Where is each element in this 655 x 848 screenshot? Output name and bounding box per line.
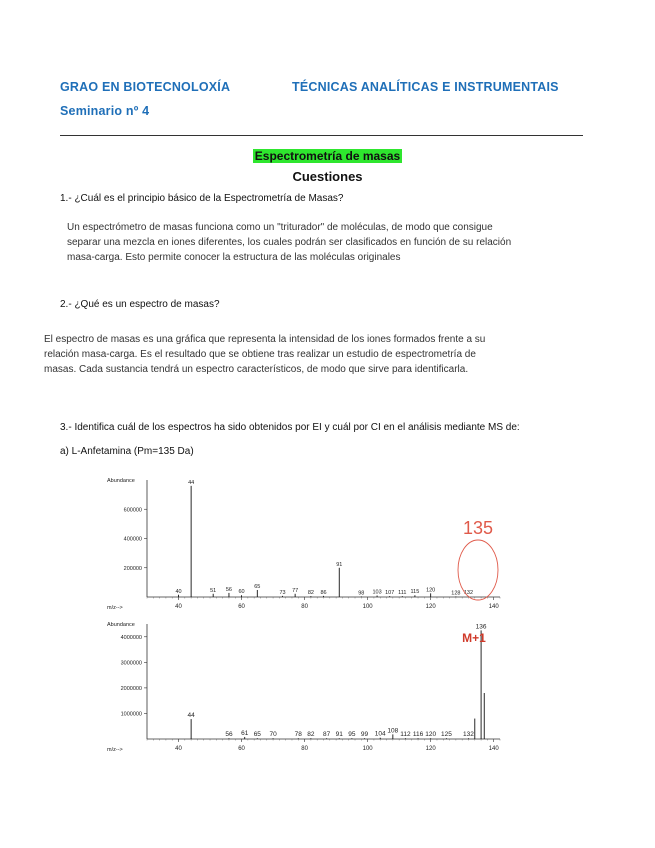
x-tick-label: 60 (238, 746, 245, 752)
peak-label: 65 (254, 583, 261, 590)
peak-label: 78 (294, 731, 302, 739)
peak-label: 95 (348, 731, 356, 739)
x-tick-label: 100 (362, 746, 373, 752)
y-tick-label: 2000000 (120, 685, 142, 692)
question-2: 2.- ¿Qué es un espectro de masas? (60, 299, 220, 310)
peak-label: 103 (372, 589, 382, 596)
y-tick-label: 3000000 (120, 660, 142, 667)
peak-label: 128 (451, 590, 461, 597)
peak-label: 61 (241, 729, 249, 737)
annotation-ellipse (458, 540, 498, 600)
peak-label: 91 (336, 561, 343, 568)
peak-label: 82 (307, 590, 314, 597)
y-axis-label: Abundance (107, 478, 135, 484)
header-left-title: GRAO EN BIOTECNOLOXÍA (60, 80, 231, 94)
peak-label: 112 (400, 731, 411, 739)
x-axis-label: m/z--> (107, 747, 123, 753)
peak-label: 104 (374, 730, 386, 738)
peak-label: 73 (279, 589, 286, 596)
spectra-figure (0, 470, 655, 770)
peak-label: 108 (387, 727, 399, 735)
answer-2 (44, 332, 485, 377)
ci-spectrum (107, 622, 500, 753)
seminar-number: Seminario nº 4 (60, 104, 150, 118)
peak-label: 56 (225, 586, 233, 593)
peak-label: 86 (320, 589, 327, 596)
peak-label: 98 (358, 590, 365, 597)
ei-spectrum (107, 478, 500, 611)
peak-label: 65 (253, 731, 261, 739)
annotation-m-plus-1: M+1 (462, 631, 486, 645)
x-tick-label: 80 (301, 604, 308, 610)
answer-1-line: separar una mezcla en iones diferentes, los cuales podrán ser clasificados en función de su relación (67, 237, 512, 248)
question-3: 3.- Identifica cuál de los espectros ha sido obtenidos por EI y cuál por CI en el análisis mediante MS de: (60, 422, 520, 433)
x-tick-label: 120 (425, 604, 436, 610)
y-tick-label: 400000 (123, 536, 142, 543)
peak-label: 51 (210, 587, 217, 594)
x-tick-label: 80 (301, 746, 308, 752)
peak-label: 120 (425, 731, 437, 739)
peak-label: 125 (440, 731, 452, 739)
peak-label: 82 (307, 731, 315, 739)
peak-label: 99 (360, 731, 369, 739)
peak-label: 136 (475, 623, 487, 631)
question-3-item-a: a) L-Anfetamina (Pm=135 Da) (60, 446, 194, 457)
answer-2-line: relación masa-carga. Es el resultado que se obtiene tras realizar un estudio de espectrometría de (44, 349, 476, 360)
doc-subtitle: Cuestiones (292, 169, 363, 184)
x-axis-label: m/z--> (107, 605, 123, 611)
x-tick-label: 120 (425, 746, 436, 752)
peak-label: 70 (269, 731, 277, 739)
y-tick-label: 1000000 (120, 711, 142, 718)
answer-2-line: El espectro de masas es una gráfica que representa la intensidad de los iones formados frente a su (44, 334, 486, 345)
x-tick-label: 140 (488, 604, 499, 610)
peak-label: 116 (412, 731, 424, 739)
peak-label: 120 (426, 587, 436, 594)
y-tick-label: 4000000 (120, 634, 142, 641)
answer-1-line: Un espectrómetro de masas funciona como un "triturador" de moléculas, de modo que consigue (67, 222, 493, 233)
answer-2-line: masas. Cada sustancia tendrá un espectro característicos, de modo que sirve para identificarla. (44, 364, 469, 375)
header-right-title: TÉCNICAS ANALÍTICAS E INSTRUMENTAIS (292, 80, 559, 94)
x-tick-label: 40 (175, 746, 182, 752)
x-tick-label: 140 (488, 746, 499, 752)
peak-label: 132 (463, 731, 474, 739)
doc-title: Espectrometría de masas (254, 149, 401, 163)
answer-1 (67, 220, 511, 265)
peak-label: 40 (175, 588, 182, 595)
title-wrapper (0, 147, 655, 165)
peak-label: 132 (463, 590, 474, 597)
y-axis-label: Abundance (107, 622, 135, 628)
header-divider (60, 135, 583, 136)
peak-label: 115 (410, 589, 420, 596)
peak-label: 111 (398, 590, 407, 597)
peak-label: 107 (385, 590, 395, 597)
question-1: 1.- ¿Cuál es el principio básico de la Espectrometría de Masas? (60, 193, 344, 204)
annotation-135: 135 (462, 518, 494, 538)
peak-label: 87 (323, 731, 331, 739)
peak-label: 91 (335, 731, 343, 739)
peak-label: 60 (238, 589, 245, 596)
answer-1-line: masa-carga. Esto permite conocer la estructura de las moléculas originales (67, 252, 401, 263)
y-tick-label: 200000 (123, 565, 142, 572)
peak-label: 77 (292, 587, 299, 594)
y-tick-label: 600000 (123, 507, 142, 514)
peak-label: 44 (188, 479, 195, 486)
peak-label: 56 (225, 731, 233, 739)
x-tick-label: 60 (238, 604, 245, 610)
peak-label: 44 (187, 712, 195, 720)
x-tick-label: 40 (175, 604, 182, 610)
x-tick-label: 100 (362, 604, 373, 610)
